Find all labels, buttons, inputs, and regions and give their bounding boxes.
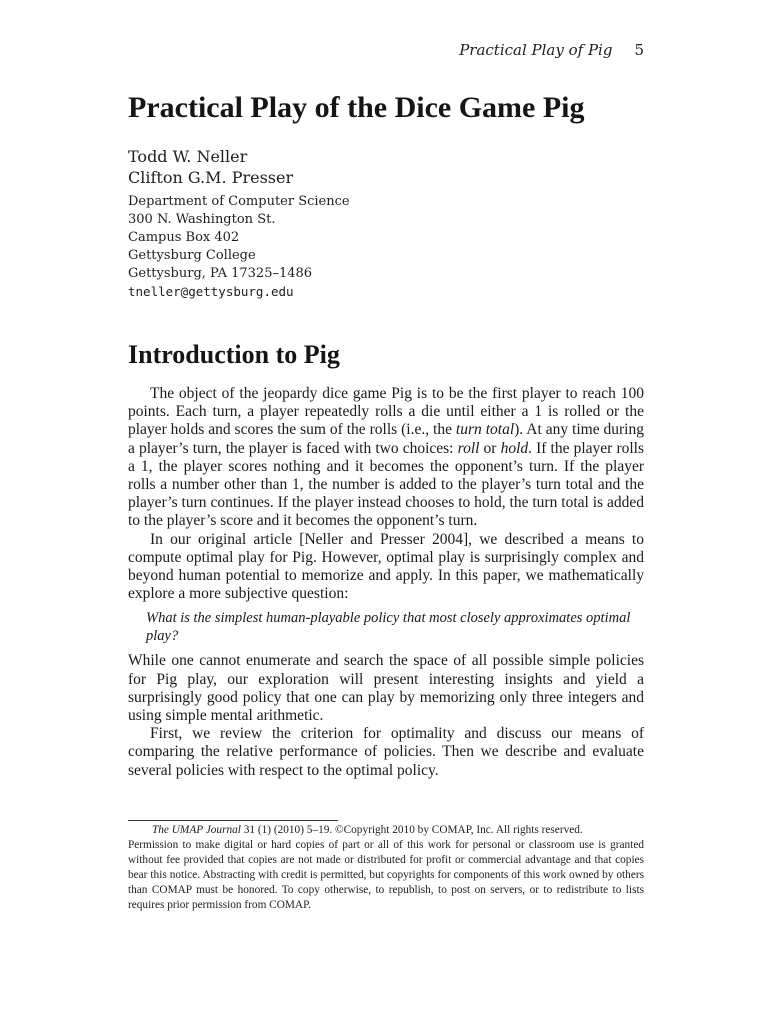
section-body (128, 385, 644, 780)
paragraph-4: First, we review the criterion for optimality and discuss our means of comparing the relative performance of policies. Then we describe and evaluate several policies with respect to the optimal policy. (128, 725, 644, 779)
paragraph-3: While one cannot enumerate and search the space of all possible simple policies for Pig play, our exploration will present interesting insights and yield a surprisingly good policy that one can play by memorizing only three integers and using simple mental arithmetic. (128, 652, 644, 725)
journal-name: The UMAP Journal (152, 824, 241, 836)
affiliation-line: Gettysburg College (128, 248, 256, 263)
page-number: 5 (634, 41, 644, 59)
paragraph-2: In our original article [Neller and Presser 2004], we described a means to compute optimal play for Pig. However, optimal play is surprisingly complex and beyond human potential to memorize and apply. In this paper, we mathematically explore a more subjective question: (128, 530, 644, 603)
turn-total-term: turn total (455, 421, 515, 439)
footnote-rule (128, 820, 338, 821)
roll-term: roll (457, 439, 480, 457)
author-email: tneller@gettysburg.edu (128, 284, 294, 299)
p1-text-d: . If the player rolls a 1, the player scores nothing and it becomes the opponent’s turn. If the player rolls a number other than 1, the number is added to the player’s turn total and the player’s turn continues. If the player instead chooses to hold, the turn total is added to the player’s score and it becomes the opponent’s turn. (128, 439, 644, 530)
footnote-citation: 31 (1) (2010) 5–19. ©Copyright 2010 by COMAP, Inc. All rights reserved. (240, 824, 583, 836)
author-name-1: Todd W. Neller (128, 147, 248, 166)
affiliation-line: 300 N. Washington St. (128, 212, 276, 227)
copyright-footnote (128, 823, 644, 914)
author-block (128, 146, 350, 301)
author-name-2: Clifton G.M. Presser (128, 168, 294, 187)
affiliation (128, 193, 350, 301)
affiliation-line: Campus Box 402 (128, 230, 240, 245)
p1-text-b: ). At any time during a player’s turn, the player is faced with two choices: (128, 421, 644, 457)
p1-text-a: The object of the jeopardy dice game Pig is to be the first player to reach 100 points. Each turn, a player repeatedly rolls a die until either a 1 is rolled or the player holds and scores the sum of the rolls (i.e., the (128, 385, 644, 439)
paper-title: Practical Play of the Dice Game Pig (128, 91, 585, 124)
running-title: Practical Play of Pig (459, 41, 613, 59)
section-heading: Introduction to Pig (128, 340, 340, 369)
p1-text-c: or (479, 439, 501, 457)
affiliation-line: Department of Computer Science (128, 194, 350, 209)
footnote-permission-text: Permission to make digital or hard copies of part or all of this work for personal or classroom use is granted without fee provided that copies are not made or distributed for profit or commercial advantage and that copies bear this notice. Abstracting with credit is permitted, but copyrights for components of this work owned by others than COMAP must be honored. To copy otherwise, to republish, to post on servers, or to redistribute to lists requires prior permission from COMAP. (128, 839, 644, 912)
affiliation-line: Gettysburg, PA 17325–1486 (128, 266, 313, 281)
running-header (420, 40, 644, 60)
paragraph-1 (128, 385, 644, 531)
research-question: What is the simplest human-playable policy that most closely approximates optimal play? (146, 610, 631, 645)
hold-term: hold (500, 439, 529, 457)
footnote-citation-line (128, 823, 644, 838)
